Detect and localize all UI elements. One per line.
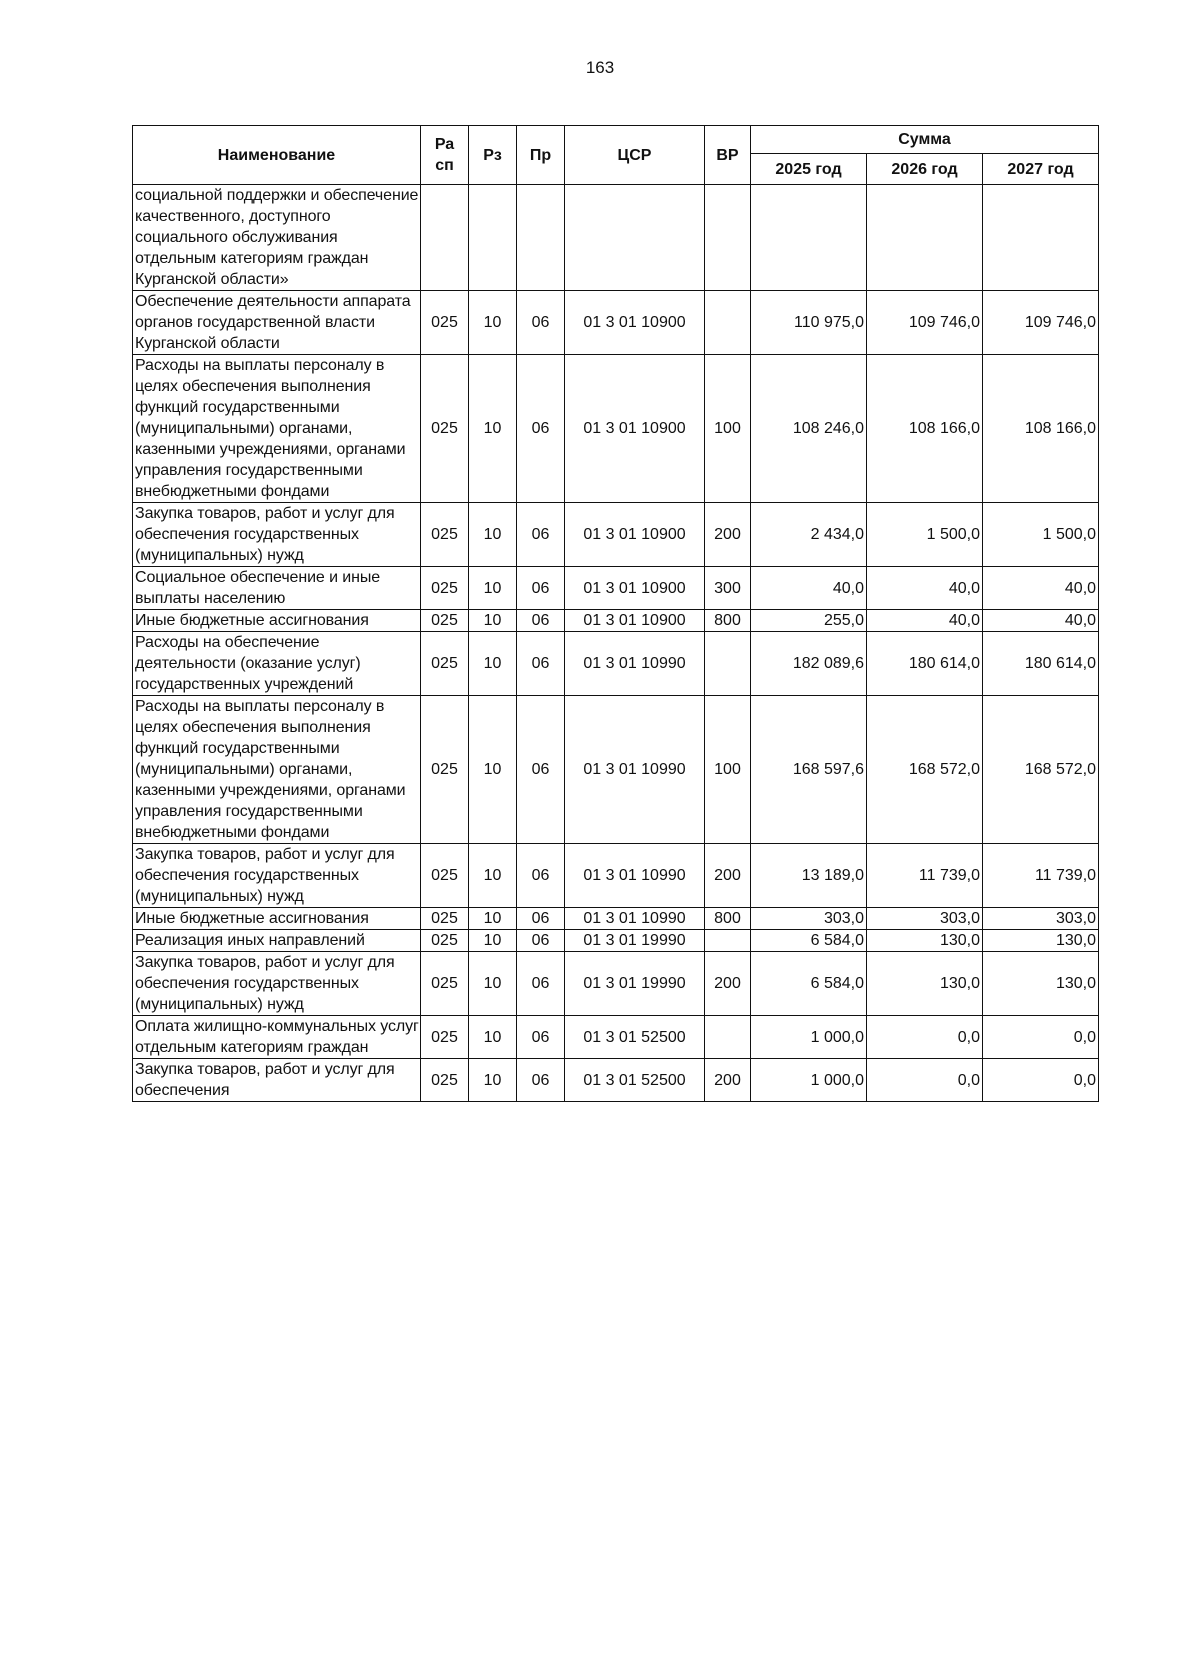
cell-rasp: 025 xyxy=(421,632,469,696)
cell-2025: 40,0 xyxy=(751,567,867,610)
cell-pr: 06 xyxy=(517,844,565,908)
cell-2026: 303,0 xyxy=(867,908,983,930)
cell-csr: 01 3 01 52500 xyxy=(565,1016,705,1059)
cell-2026: 1 500,0 xyxy=(867,503,983,567)
cell-pr: 06 xyxy=(517,696,565,844)
cell-name: Реализация иных направлений xyxy=(133,930,421,952)
cell-pr: 06 xyxy=(517,930,565,952)
table-row xyxy=(133,291,1099,355)
cell-rasp: 025 xyxy=(421,355,469,503)
cell-2025 xyxy=(751,185,867,291)
table-row xyxy=(133,503,1099,567)
cell-2025: 1 000,0 xyxy=(751,1016,867,1059)
cell-rz xyxy=(469,185,517,291)
cell-rz: 10 xyxy=(469,844,517,908)
cell-csr: 01 3 01 19990 xyxy=(565,930,705,952)
cell-name: Оплата жилищно-коммунальных услуг отдельным категориям граждан xyxy=(133,1016,421,1059)
cell-rasp: 025 xyxy=(421,1059,469,1102)
cell-csr: 01 3 01 10900 xyxy=(565,567,705,610)
cell-pr: 06 xyxy=(517,291,565,355)
cell-2027: 1 500,0 xyxy=(983,503,1099,567)
cell-vr: 100 xyxy=(705,355,751,503)
cell-2025: 303,0 xyxy=(751,908,867,930)
cell-2025: 13 189,0 xyxy=(751,844,867,908)
cell-csr: 01 3 01 10990 xyxy=(565,632,705,696)
cell-2025: 168 597,6 xyxy=(751,696,867,844)
table-row xyxy=(133,844,1099,908)
cell-rasp: 025 xyxy=(421,844,469,908)
cell-rz: 10 xyxy=(469,291,517,355)
cell-rasp: 025 xyxy=(421,930,469,952)
cell-vr: 200 xyxy=(705,503,751,567)
cell-csr: 01 3 01 10990 xyxy=(565,696,705,844)
cell-2026: 0,0 xyxy=(867,1059,983,1102)
cell-vr xyxy=(705,632,751,696)
cell-pr: 06 xyxy=(517,503,565,567)
header-year-2027: 2027 год xyxy=(983,154,1099,185)
table-row xyxy=(133,1016,1099,1059)
cell-2027 xyxy=(983,185,1099,291)
header-vr: ВР xyxy=(705,126,751,185)
cell-rz: 10 xyxy=(469,567,517,610)
header-rasp: Ра сп xyxy=(421,126,469,185)
cell-2027: 130,0 xyxy=(983,930,1099,952)
cell-name: Закупка товаров, работ и услуг для обеспечения государственных (муниципальных) нужд xyxy=(133,503,421,567)
cell-vr: 200 xyxy=(705,952,751,1016)
cell-rasp xyxy=(421,185,469,291)
table-row xyxy=(133,185,1099,291)
cell-rasp: 025 xyxy=(421,291,469,355)
cell-vr: 200 xyxy=(705,1059,751,1102)
cell-name: Расходы на выплаты персоналу в целях обеспечения выполнения функций государственными (муниципальными) органами, казенными учреждениями, органами управления государственными внебюджетными фондами xyxy=(133,355,421,503)
cell-rz: 10 xyxy=(469,610,517,632)
cell-name: Социальное обеспечение и иные выплаты населению xyxy=(133,567,421,610)
cell-name: Закупка товаров, работ и услуг для обеспечения государственных (муниципальных) нужд xyxy=(133,952,421,1016)
cell-vr xyxy=(705,291,751,355)
cell-pr: 06 xyxy=(517,1059,565,1102)
header-row xyxy=(133,126,1099,154)
cell-vr: 800 xyxy=(705,610,751,632)
table-row xyxy=(133,355,1099,503)
cell-rz: 10 xyxy=(469,1059,517,1102)
cell-2027: 40,0 xyxy=(983,610,1099,632)
table-row xyxy=(133,952,1099,1016)
header-year-2025: 2025 год xyxy=(751,154,867,185)
cell-pr: 06 xyxy=(517,567,565,610)
cell-2025: 108 246,0 xyxy=(751,355,867,503)
cell-2027: 180 614,0 xyxy=(983,632,1099,696)
cell-2026: 168 572,0 xyxy=(867,696,983,844)
header-pr: Пр xyxy=(517,126,565,185)
table-row xyxy=(133,1059,1099,1102)
cell-2026: 40,0 xyxy=(867,567,983,610)
cell-pr: 06 xyxy=(517,1016,565,1059)
cell-2025: 182 089,6 xyxy=(751,632,867,696)
cell-pr: 06 xyxy=(517,632,565,696)
cell-2026 xyxy=(867,185,983,291)
cell-2026: 11 739,0 xyxy=(867,844,983,908)
cell-2027: 0,0 xyxy=(983,1016,1099,1059)
cell-pr xyxy=(517,185,565,291)
cell-2025: 2 434,0 xyxy=(751,503,867,567)
cell-rz: 10 xyxy=(469,503,517,567)
cell-name: Иные бюджетные ассигнования xyxy=(133,610,421,632)
cell-2027: 0,0 xyxy=(983,1059,1099,1102)
header-year-2026: 2026 год xyxy=(867,154,983,185)
cell-csr: 01 3 01 19990 xyxy=(565,952,705,1016)
table-row xyxy=(133,696,1099,844)
header-name: Наименование xyxy=(133,126,421,185)
cell-2027: 130,0 xyxy=(983,952,1099,1016)
table-row xyxy=(133,610,1099,632)
header-sum: Сумма xyxy=(751,126,1099,154)
cell-rz: 10 xyxy=(469,696,517,844)
cell-vr xyxy=(705,1016,751,1059)
cell-rasp: 025 xyxy=(421,696,469,844)
cell-2026: 40,0 xyxy=(867,610,983,632)
budget-table xyxy=(132,125,1099,1102)
cell-vr: 800 xyxy=(705,908,751,930)
cell-2027: 303,0 xyxy=(983,908,1099,930)
cell-2027: 168 572,0 xyxy=(983,696,1099,844)
header-rz: Рз xyxy=(469,126,517,185)
cell-rasp: 025 xyxy=(421,952,469,1016)
cell-rasp: 025 xyxy=(421,908,469,930)
header-csr: ЦСР xyxy=(565,126,705,185)
cell-csr: 01 3 01 10900 xyxy=(565,610,705,632)
cell-vr xyxy=(705,930,751,952)
cell-name: Расходы на выплаты персоналу в целях обеспечения выполнения функций государственными (муниципальными) органами, казенными учреждениями, органами управления государственными внебюджетными фондами xyxy=(133,696,421,844)
table-row xyxy=(133,632,1099,696)
cell-csr: 01 3 01 10900 xyxy=(565,355,705,503)
cell-2026: 0,0 xyxy=(867,1016,983,1059)
cell-rasp: 025 xyxy=(421,503,469,567)
page-number: 163 xyxy=(585,58,615,77)
cell-2025: 6 584,0 xyxy=(751,952,867,1016)
cell-pr: 06 xyxy=(517,355,565,503)
cell-vr: 100 xyxy=(705,696,751,844)
cell-2025: 110 975,0 xyxy=(751,291,867,355)
table-row xyxy=(133,567,1099,610)
cell-name: Расходы на обеспечение деятельности (оказание услуг) государственных учреждений xyxy=(133,632,421,696)
table-row xyxy=(133,908,1099,930)
cell-2025: 255,0 xyxy=(751,610,867,632)
cell-2027: 108 166,0 xyxy=(983,355,1099,503)
cell-rz: 10 xyxy=(469,952,517,1016)
cell-name: Обеспечение деятельности аппарата органов государственной власти Курганской области xyxy=(133,291,421,355)
cell-2026: 130,0 xyxy=(867,930,983,952)
cell-pr: 06 xyxy=(517,908,565,930)
cell-rz: 10 xyxy=(469,1016,517,1059)
cell-rz: 10 xyxy=(469,908,517,930)
cell-rz: 10 xyxy=(469,355,517,503)
cell-csr: 01 3 01 10990 xyxy=(565,844,705,908)
cell-csr: 01 3 01 10900 xyxy=(565,291,705,355)
cell-pr: 06 xyxy=(517,952,565,1016)
cell-vr xyxy=(705,185,751,291)
cell-rasp: 025 xyxy=(421,567,469,610)
cell-name: Иные бюджетные ассигнования xyxy=(133,908,421,930)
cell-rz: 10 xyxy=(469,632,517,696)
cell-2027: 40,0 xyxy=(983,567,1099,610)
cell-csr: 01 3 01 10990 xyxy=(565,908,705,930)
cell-2026: 130,0 xyxy=(867,952,983,1016)
table-row xyxy=(133,930,1099,952)
cell-2027: 109 746,0 xyxy=(983,291,1099,355)
cell-rz: 10 xyxy=(469,930,517,952)
cell-2026: 108 166,0 xyxy=(867,355,983,503)
cell-vr: 300 xyxy=(705,567,751,610)
cell-2026: 180 614,0 xyxy=(867,632,983,696)
cell-2025: 1 000,0 xyxy=(751,1059,867,1102)
cell-rasp: 025 xyxy=(421,610,469,632)
cell-vr: 200 xyxy=(705,844,751,908)
cell-rasp: 025 xyxy=(421,1016,469,1059)
cell-name: Закупка товаров, работ и услуг для обеспечения xyxy=(133,1059,421,1102)
cell-2027: 11 739,0 xyxy=(983,844,1099,908)
cell-2025: 6 584,0 xyxy=(751,930,867,952)
cell-csr: 01 3 01 52500 xyxy=(565,1059,705,1102)
cell-csr xyxy=(565,185,705,291)
cell-pr: 06 xyxy=(517,610,565,632)
cell-csr: 01 3 01 10900 xyxy=(565,503,705,567)
cell-name: Закупка товаров, работ и услуг для обеспечения государственных (муниципальных) нужд xyxy=(133,844,421,908)
cell-2026: 109 746,0 xyxy=(867,291,983,355)
cell-name: социальной поддержки и обеспечение качественного, доступного социального обслуживания отдельным категориям граждан Курганской области» xyxy=(133,185,421,291)
